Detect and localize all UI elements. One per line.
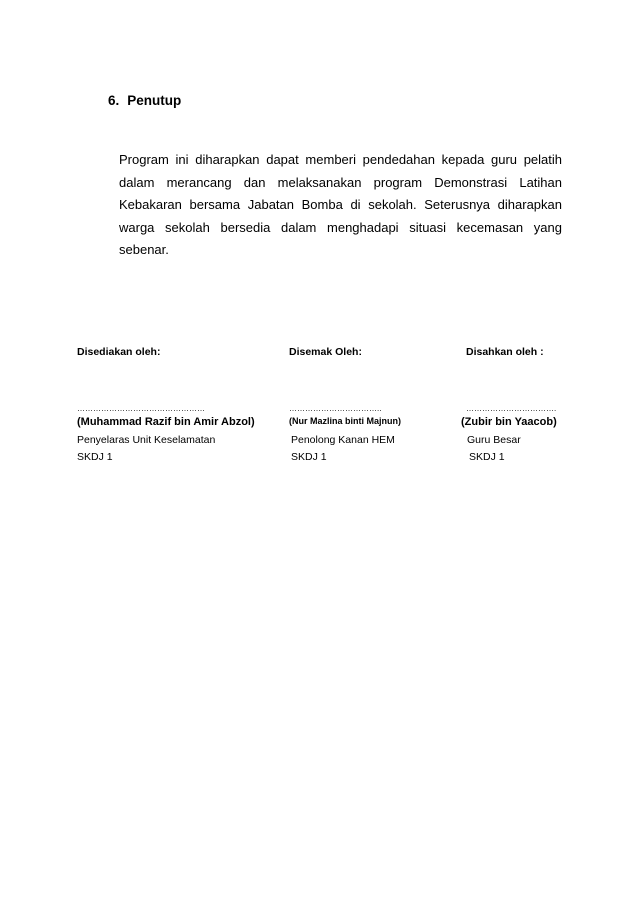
- signatory-unit: SKDJ 1: [291, 451, 327, 463]
- signatory-position: Guru Besar: [467, 434, 521, 446]
- signature-title: Disediakan oleh:: [77, 346, 161, 358]
- signature-line: ……………………………..: [289, 404, 382, 413]
- signature-block-approved: [461, 346, 557, 468]
- signature-line: …………………………………………: [77, 404, 205, 413]
- signatory-unit: SKDJ 1: [469, 451, 505, 463]
- section-title: Penutup: [127, 93, 182, 108]
- signature-title: Disemak Oleh:: [289, 346, 362, 358]
- signature-block-reviewed: [289, 346, 401, 468]
- signature-line: …………………………….: [466, 404, 557, 413]
- section-heading: [108, 93, 181, 108]
- signatory-unit: SKDJ 1: [77, 451, 113, 463]
- closing-paragraph: Program ini diharapkan dapat memberi pendedahan kepada guru pelatih dalam merancang dan melaksanakan program Demonstrasi Latihan Kebakaran bersama Jabatan Bomba di sekolah. Seterusnya diharapkan warga sekolah bersedia dalam menghadapi situasi kecemasan yang sebenar.: [119, 152, 562, 258]
- signatory-name: (Zubir bin Yaacob): [461, 416, 557, 428]
- signature-block-prepared: [77, 346, 255, 468]
- signatory-name: (Nur Mazlina binti Majnun): [289, 416, 401, 426]
- section-number: 6.: [108, 93, 120, 108]
- signature-title: Disahkan oleh :: [466, 346, 544, 358]
- signatory-position: Penolong Kanan HEM: [291, 434, 395, 446]
- signatory-name: (Muhammad Razif bin Amir Abzol): [77, 416, 255, 428]
- signatory-position: Penyelaras Unit Keselamatan: [77, 434, 216, 446]
